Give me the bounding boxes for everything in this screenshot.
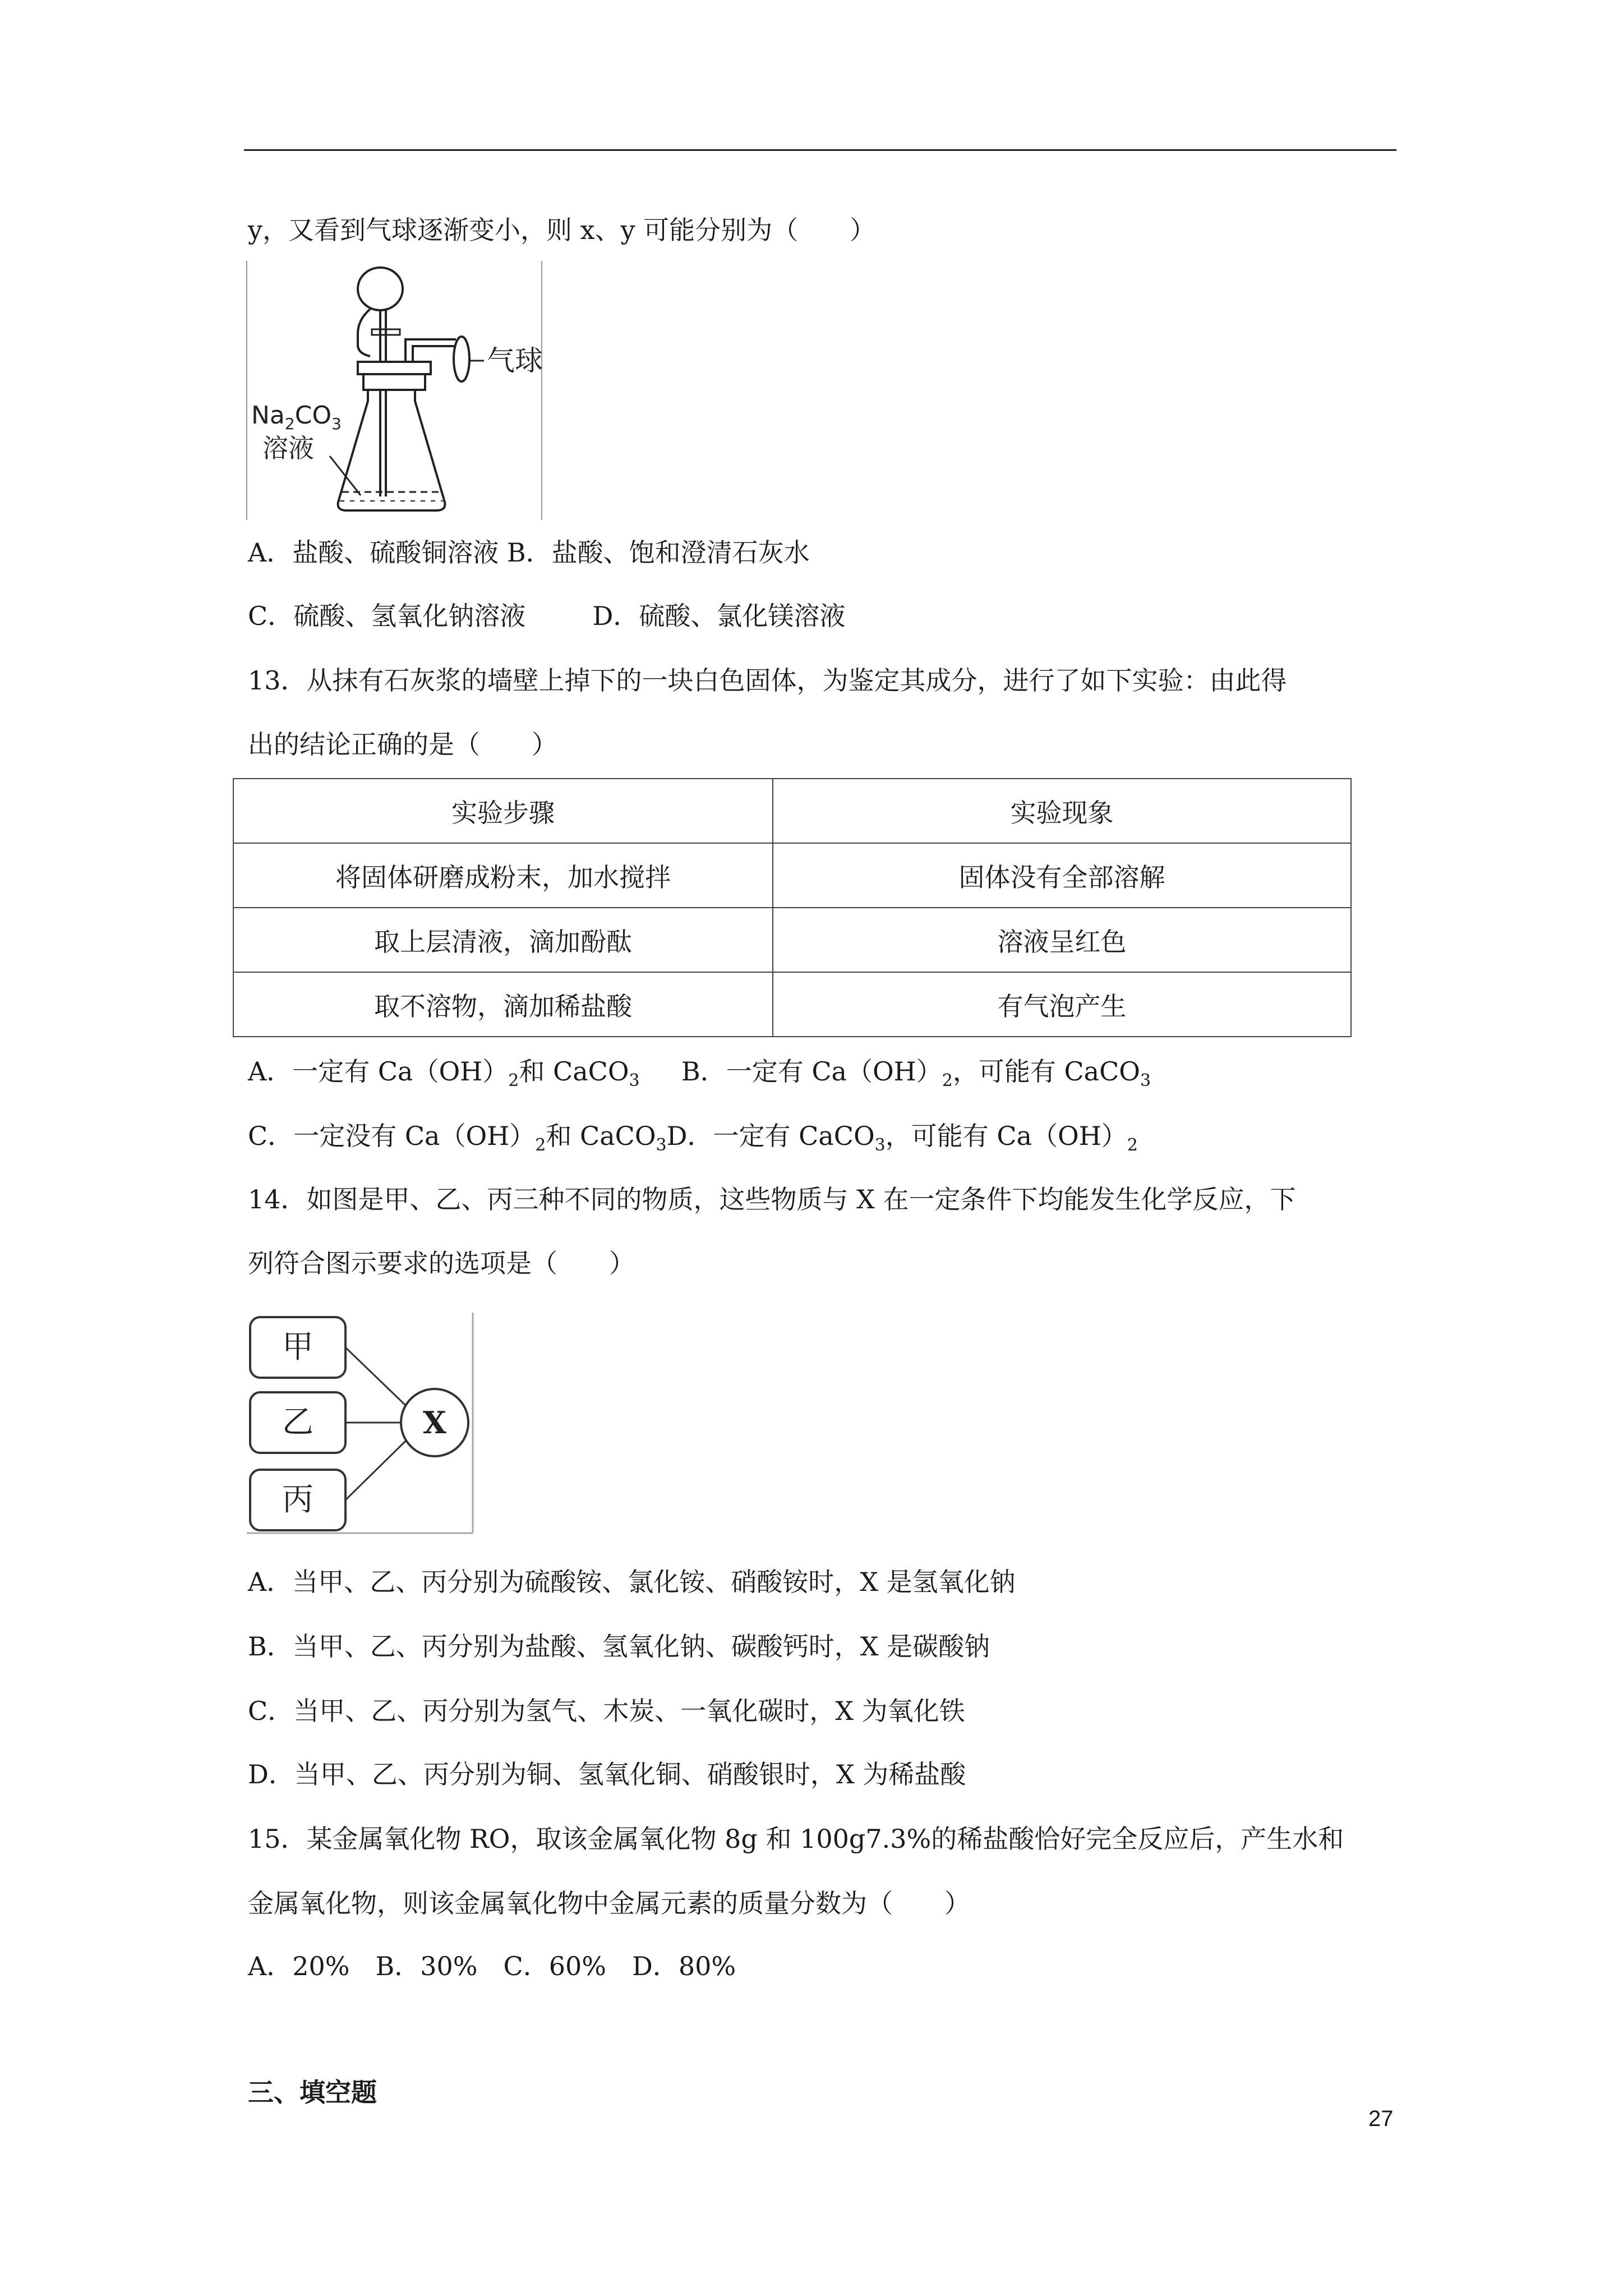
table-cell: 取上层清液，滴加酚酞 bbox=[233, 908, 773, 972]
q15-stem-line1: 15．某金属氧化物 RO，取该金属氧化物 8g 和 100g7.3%的稀盐酸恰好完全反应后，产生水和 bbox=[248, 1824, 1344, 1854]
table-cell: 溶液呈红色 bbox=[773, 908, 1351, 972]
q12-option-a: A．盐酸、硫酸铜溶液 bbox=[248, 537, 499, 568]
table-header-cell: 实验现象 bbox=[773, 779, 1351, 843]
q14-stem-line2: 列符合图示要求的选项是（ ） bbox=[248, 1248, 635, 1278]
q12-option-c: C．硫酸、氢氧化钠溶液 bbox=[248, 601, 526, 631]
table-cell: 取不溶物，滴加稀盐酸 bbox=[233, 972, 773, 1037]
q14-option-b: B．当甲、乙、丙分别为盐酸、氢氧化钠、碳酸钙时，X 是碳酸钠 bbox=[248, 1631, 990, 1662]
q12-option-b: B．盐酸、饱和澄清石灰水 bbox=[506, 537, 810, 568]
q14-option-a: A．当甲、乙、丙分别为硫酸铵、氯化铵、硝酸铵时，X 是氢氧化钠 bbox=[248, 1567, 1016, 1597]
page-number: 27 bbox=[1368, 2106, 1394, 2131]
q12-options-ab bbox=[248, 536, 810, 569]
table-cell: 固体没有全部溶解 bbox=[773, 843, 1351, 908]
box-yi-label: 乙 bbox=[282, 1404, 313, 1441]
q13-option-b: B．一定有 $Ca(OH)_2$，可能有 CaCO$_3$ bbox=[681, 1056, 1151, 1091]
box-bing-label: 丙 bbox=[282, 1481, 313, 1518]
box-jia-label: 甲 bbox=[282, 1329, 313, 1365]
q15-options: A．20% B．30% C．60% D．80% bbox=[248, 1951, 736, 1981]
q13-option-d: D．一定有 CaCO$_3$，可能有 $Ca(OH)_2$ bbox=[666, 1121, 1138, 1155]
q13-stem-line1: 13．从抹有石灰浆的墙壁上掉下的一块白色固体，为鉴定其成分，进行了如下实验：由此得 bbox=[248, 665, 1287, 696]
section-heading: 三、填空题 bbox=[248, 2077, 377, 2108]
q13-option-a: A．一定有 $Ca(OH)_2$和 CaCO$_3$ bbox=[248, 1056, 640, 1091]
solution-word-label: 溶液 bbox=[262, 433, 314, 463]
q14-option-d: D．当甲、乙、丙分别为铜、氢氧化铜、硝酸银时，X 为稀盐酸 bbox=[248, 1759, 966, 1789]
table-row bbox=[233, 972, 1351, 1037]
table-cell: 将固体研磨成粉末，加水搅拌 bbox=[233, 843, 773, 908]
solution-formula-label: $Na_2CO_3$ bbox=[251, 401, 342, 433]
q14-relation-diagram bbox=[247, 1313, 477, 1537]
q13-experiment-table bbox=[233, 778, 1352, 1037]
table-row bbox=[233, 843, 1351, 908]
balloon-label: 气球 bbox=[487, 344, 543, 377]
circle-x-label: X bbox=[423, 1405, 446, 1441]
table-header-cell: 实验步骤 bbox=[233, 779, 773, 843]
q13-option-c: C．一定没有 $Ca(OH)_2$和 CaCO$_3$ bbox=[248, 1121, 667, 1155]
q15-stem-line2: 金属氧化物，则该金属氧化物中金属元素的质量分数为（ ） bbox=[248, 1888, 970, 1918]
table-header-row bbox=[233, 779, 1351, 843]
q12-apparatus-figure bbox=[246, 261, 548, 524]
q14-option-c: C．当甲、乙、丙分别为氢气、木炭、一氧化碳时，X 为氧化铁 bbox=[248, 1696, 965, 1726]
q12-options-cd bbox=[248, 599, 845, 633]
q13-stem-line2: 出的结论正确的是（ ） bbox=[248, 729, 557, 760]
q12-option-d: D．硫酸、氯化镁溶液 bbox=[592, 601, 846, 631]
header-rule bbox=[244, 149, 1396, 151]
q13-options-cd bbox=[248, 1119, 1138, 1153]
q12-stem-tail: y，又看到气球逐渐变小，则 x、y 可能分别为（ ） bbox=[248, 215, 876, 245]
table-row bbox=[233, 908, 1351, 972]
q13-options-ab bbox=[248, 1055, 1151, 1091]
table-cell: 有气泡产生 bbox=[773, 972, 1351, 1037]
q14-stem-line1: 14．如图是甲、乙、丙三种不同的物质，这些物质与 X 在一定条件下均能发生化学反应，下 bbox=[248, 1184, 1296, 1214]
